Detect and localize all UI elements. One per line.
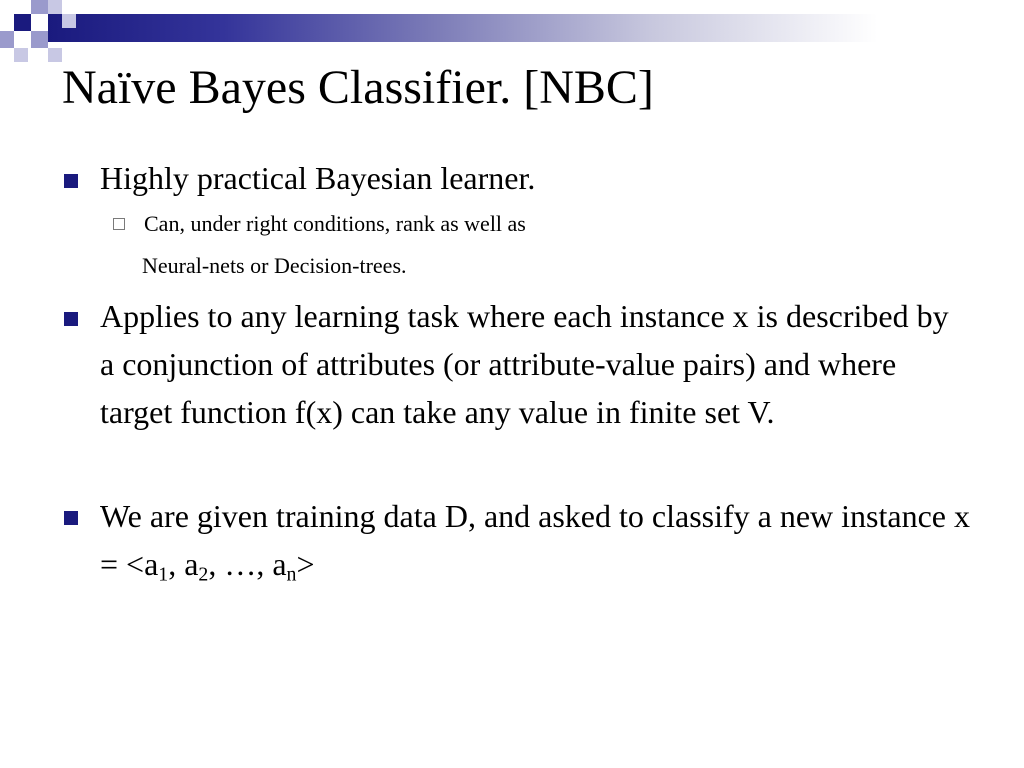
subscript-n: n [286,563,297,586]
bullet-square-icon [64,312,78,326]
bullet-square-icon [64,511,78,525]
subscript-1: 1 [158,563,169,586]
bullet-3-text-prefix: We are given training data D, and asked to classify a new instance x = <a [100,498,970,582]
bullet-1-text: Highly practical Bayesian learner. [100,160,536,196]
sub-bullet-1-line-1: Can, under right conditions, rank as well as [144,211,526,236]
separator-2: , …, a [208,546,287,582]
subscript-2: 2 [198,563,209,586]
separator-1: , a [168,546,199,582]
bullet-3-text [100,492,970,588]
bullet-3-text-suffix: > [296,546,315,582]
slide-title: Naïve Bayes Classifier. [NBC] [62,61,654,114]
bullet-square-icon [64,174,78,188]
bullet-2-text: Applies to any learning task where each instance x is described by a conjunction of attributes (or attribute-value pairs) and where target function f(x) can take any value in finite set V. [100,298,949,430]
header-gradient-bar [48,14,1024,42]
sub-bullet-1-line-2: Neural-nets or Decision-trees. [142,253,407,278]
sub-bullet-square-icon [113,218,125,230]
